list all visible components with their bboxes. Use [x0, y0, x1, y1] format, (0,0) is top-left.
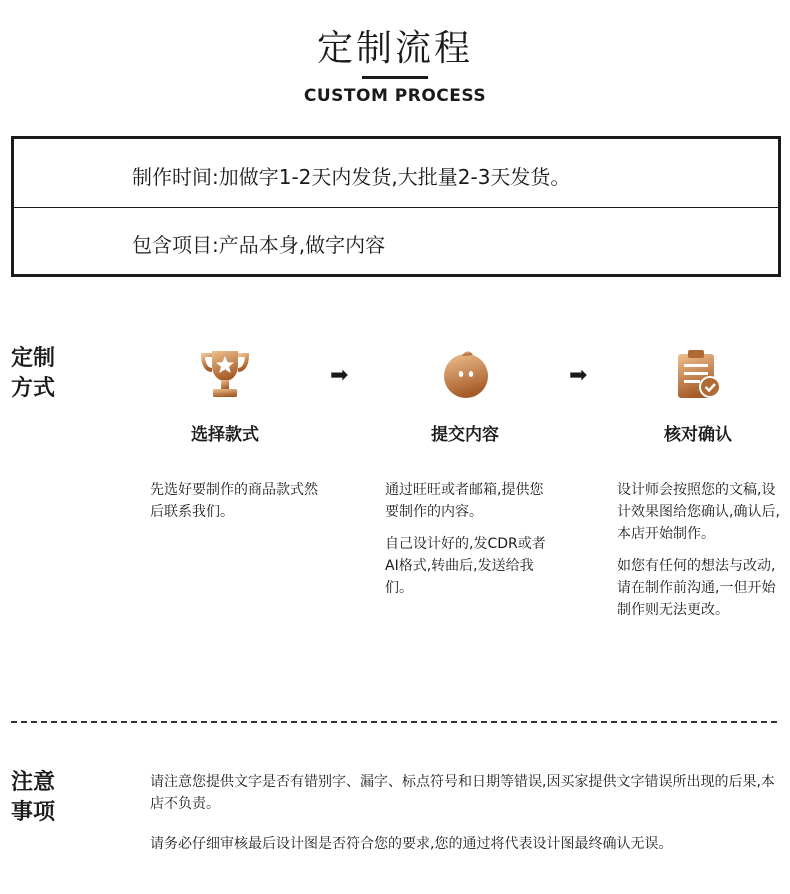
step-desc-select-style — [150, 479, 322, 533]
customization-label-line2: 方式 — [11, 376, 56, 401]
included-items-text: 包含项目:产品本身,做字内容 — [132, 233, 386, 257]
dashed-divider — [11, 721, 777, 723]
arrow-right-icon: ➡ — [330, 363, 349, 388]
page-subtitle: CUSTOM PROCESS — [303, 86, 487, 106]
notes-label-line1: 注意 — [11, 770, 56, 795]
step-title-select-style: 选择款式 — [191, 425, 259, 445]
step2-paragraph-2: 自己设计好的,发CDR或者AI格式,转曲后,发送给我们。 — [385, 536, 546, 596]
chat-bubble-icon — [439, 347, 493, 401]
step-title-verify-confirm: 核对确认 — [664, 425, 732, 445]
step1-paragraph-1: 先选好要制作的商品款式然后联系我们。 — [150, 482, 318, 520]
info-box — [11, 136, 781, 277]
step3-paragraph-1: 设计师会按照您的文稿,设计效果图给您确认,确认后,本店开始制作。 — [617, 482, 780, 542]
arrow-right-icon-2: ➡ — [569, 363, 588, 388]
step2-paragraph-1: 通过旺旺或者邮箱,提供您要制作的内容。 — [385, 482, 544, 520]
production-time-text: 制作时间:加做字1-2天内发货,大批量2-3天发货。 — [132, 165, 571, 189]
info-divider — [14, 207, 778, 208]
customization-label — [11, 344, 55, 404]
step-desc-submit-content — [385, 479, 555, 609]
customization-label-line1: 定制 — [11, 346, 56, 371]
note-text-2: 请务必仔细审核最后设计图是否符合您的要求,您的通过将代表设计图最终确认无误。 — [150, 836, 673, 852]
note-text-1: 请注意您提供文字是否有错别字、漏字、标点符号和日期等错误,因买家提供文字错误所出现的后果,本店不负责。 — [150, 774, 775, 812]
page-title: 定制流程 — [316, 28, 473, 69]
step-title-submit-content: 提交内容 — [431, 425, 499, 445]
notes-label-line2: 事项 — [11, 800, 56, 825]
trophy-icon — [198, 347, 252, 401]
title-underline — [362, 76, 428, 79]
checklist-icon — [672, 347, 726, 401]
step3-paragraph-2: 如您有任何的想法与改动,请在制作前沟通,一但开始制作则无法更改。 — [617, 558, 776, 618]
notes-label — [11, 768, 55, 828]
step-desc-verify-confirm — [617, 479, 783, 631]
